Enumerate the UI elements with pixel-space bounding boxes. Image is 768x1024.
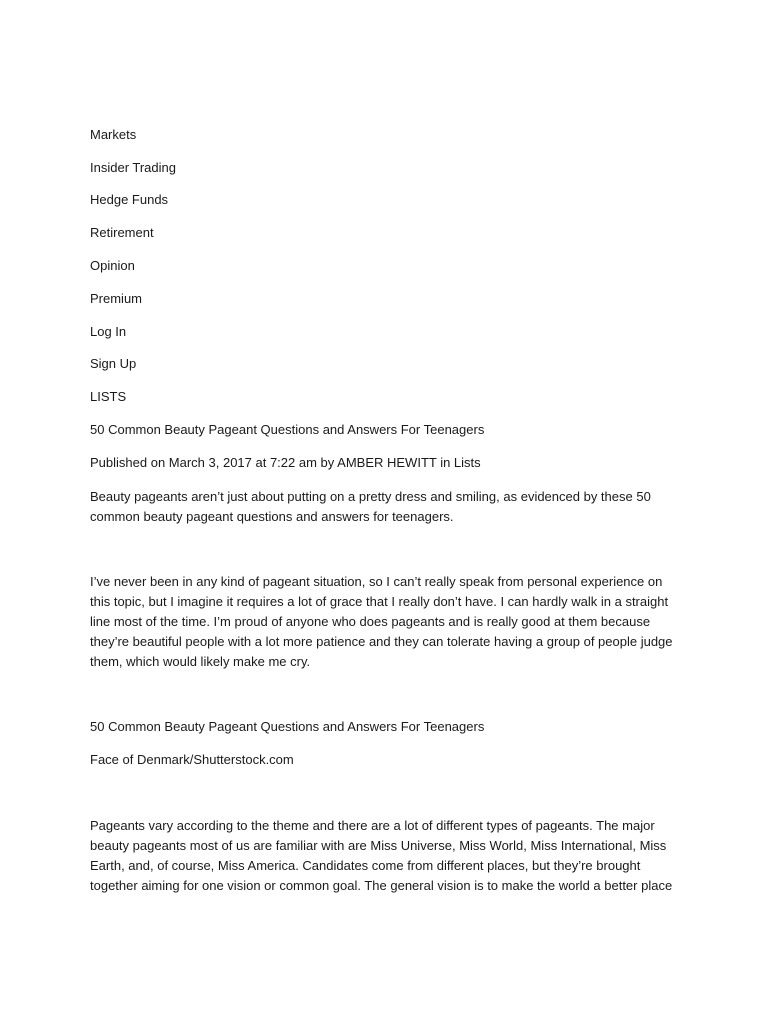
article-byline: Published on March 3, 2017 at 7:22 am by AMBER HEWITT in Lists bbox=[90, 455, 481, 470]
nav-link-premium[interactable]: Premium bbox=[90, 291, 143, 306]
image-credit: Face of Denmark/Shutterstock.com bbox=[90, 752, 294, 767]
article-paragraph-2: Pageants vary according to the theme and there are a lot of different types of pageants. The major beauty pageants most of us are familiar with are Miss Universe, Miss World, Miss International, Miss Earth, and, of course, Miss America. Candidates come from different places, but they’re brought together aiming for one vision or common goal. The general vision is to make the world a better place bbox=[90, 818, 673, 893]
article-paragraph: I’ve never been in any kind of pageant situation, so I can’t really speak from personal experience on this topic, but I imagine it requires a lot of grace that I really don’t have. I can hardly walk in a straight line most of the time. I’m proud of anyone who does pageants and is really good at them because they’re beautiful people with a lot more patience and they can tolerate having a group of people judge them, which would likely make me cry. bbox=[90, 574, 673, 669]
nav-link-markets[interactable]: Markets bbox=[90, 127, 137, 142]
article-intro: Beauty pageants aren’t just about putting on a pretty dress and smiling, as evidenced by these 50 common beauty pageant questions and answers for teenagers. bbox=[90, 489, 651, 524]
article-title: 50 Common Beauty Pageant Questions and Answers For Teenagers bbox=[90, 422, 485, 437]
nav-link-retirement[interactable]: Retirement bbox=[90, 225, 154, 240]
image-caption-title: 50 Common Beauty Pageant Questions and Answers For Teenagers bbox=[90, 719, 485, 734]
sign-up-link[interactable]: Sign Up bbox=[90, 356, 137, 371]
nav-link-opinion[interactable]: Opinion bbox=[90, 258, 135, 273]
nav-link-insider-trading[interactable]: Insider Trading bbox=[90, 160, 176, 175]
log-in-link[interactable]: Log In bbox=[90, 324, 127, 339]
lists-category-link[interactable]: LISTS bbox=[90, 389, 127, 404]
nav-link-hedge-funds[interactable]: Hedge Funds bbox=[90, 192, 169, 207]
